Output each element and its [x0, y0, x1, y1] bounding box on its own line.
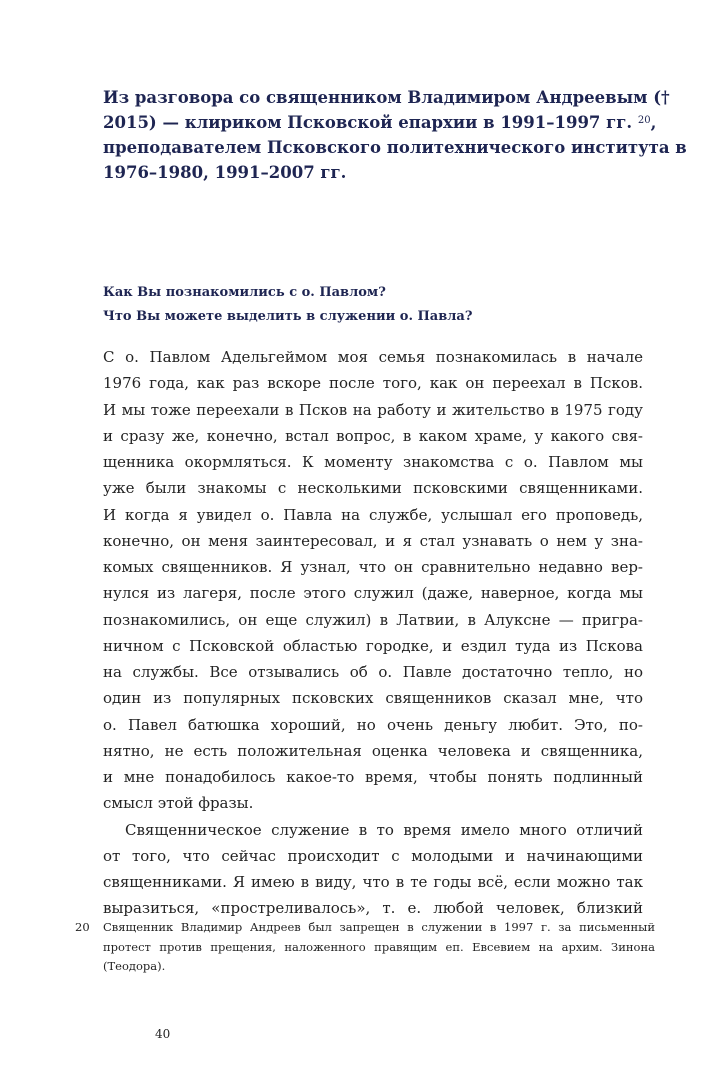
text-line: нятно, не есть положительная оценка человека и священника, — [103, 741, 643, 760]
text-line: священниками. Я имею в виду, что в те годы всё, если можно так — [103, 873, 643, 891]
title-text-part1: Из разговора со священником Владимиром Андреевым († 2015) — клириком Псковской епархии в 1991–1997 гг. — [103, 88, 670, 132]
text-line: и сразу же, конечно, встал вопрос, в каком храме, у какого свя- — [103, 426, 643, 445]
text-line: И когда я увидел о. Павла на службе, услышал его проповедь, — [103, 505, 643, 524]
footnote-line: (Теодора). — [103, 959, 166, 973]
text-line: от того, что сейчас происходит с молодыми и начинающими — [103, 846, 643, 865]
text-line: познакомились, он еще служил) в Латвии, в Алуксне — пригра- — [103, 610, 643, 629]
text-line: уже были знакомы с несколькими псковскими священниками. — [103, 479, 643, 498]
page-number: 40 — [155, 1027, 171, 1041]
page-title — [103, 85, 693, 185]
text-line: выразиться, «простреливалось», т. е. любой человек, близкий — [103, 899, 643, 918]
title-text-part2: , преподавателем Псковского политехнического института в 1976–1980, 1991–2007 гг. — [103, 113, 687, 182]
text-line: 1976 года, как раз вскоре после того, как он переехал в Псков. — [103, 374, 643, 393]
footnote-line: протест против прещения, наложенного правящим еп. Евсевием на архим. Зинона — [103, 939, 655, 954]
footnote-reference[interactable]: 20 — [637, 115, 651, 126]
text-line: щенника окормляться. К моменту знакомства с о. Павлом мы — [103, 453, 643, 471]
footnote-number: 20 — [75, 920, 90, 934]
text-line: один из популярных псковских священников сказал мне, что — [103, 689, 643, 708]
footnote-line: Священник Владимир Андреев был запрещен в служении в 1997 г. за письменный — [103, 920, 655, 934]
text-line: нулся из лагеря, после этого служил (даже, наверное, когда мы — [103, 584, 643, 603]
interview-questions — [103, 281, 663, 329]
text-line: С о. Павлом Адельгеймом моя семья познакомилась в начале — [103, 348, 643, 366]
question: Что Вы можете выделить в служении о. Павла? — [103, 309, 473, 324]
body-text — [103, 344, 643, 922]
text-line: о. Павел батюшка хороший, но очень деньгу любит. Это, по- — [103, 715, 643, 734]
text-line: смысл этой фразы. — [103, 794, 254, 813]
text-line: И мы тоже переехали в Псков на работу и жительство в 1975 году — [103, 400, 643, 419]
footnote — [75, 918, 655, 977]
question: Как Вы познакомились с о. Павлом? — [103, 285, 386, 300]
text-line: конечно, он меня заинтересовал, и я стал узнавать о нем у зна- — [103, 531, 643, 550]
text-line: на службы. Все отзывались об о. Павле достаточно тепло, но — [103, 663, 643, 681]
text-line: Священническое служение в то время имело много отличий — [125, 820, 643, 839]
text-line: и мне понадобилось какое-то время, чтобы понять подлинный — [103, 768, 643, 786]
text-line: комых священников. Я узнал, что он сравнительно недавно вер- — [103, 558, 643, 576]
text-line: ничном с Псковской областью городке, и ездил туда из Пскова — [103, 636, 643, 655]
